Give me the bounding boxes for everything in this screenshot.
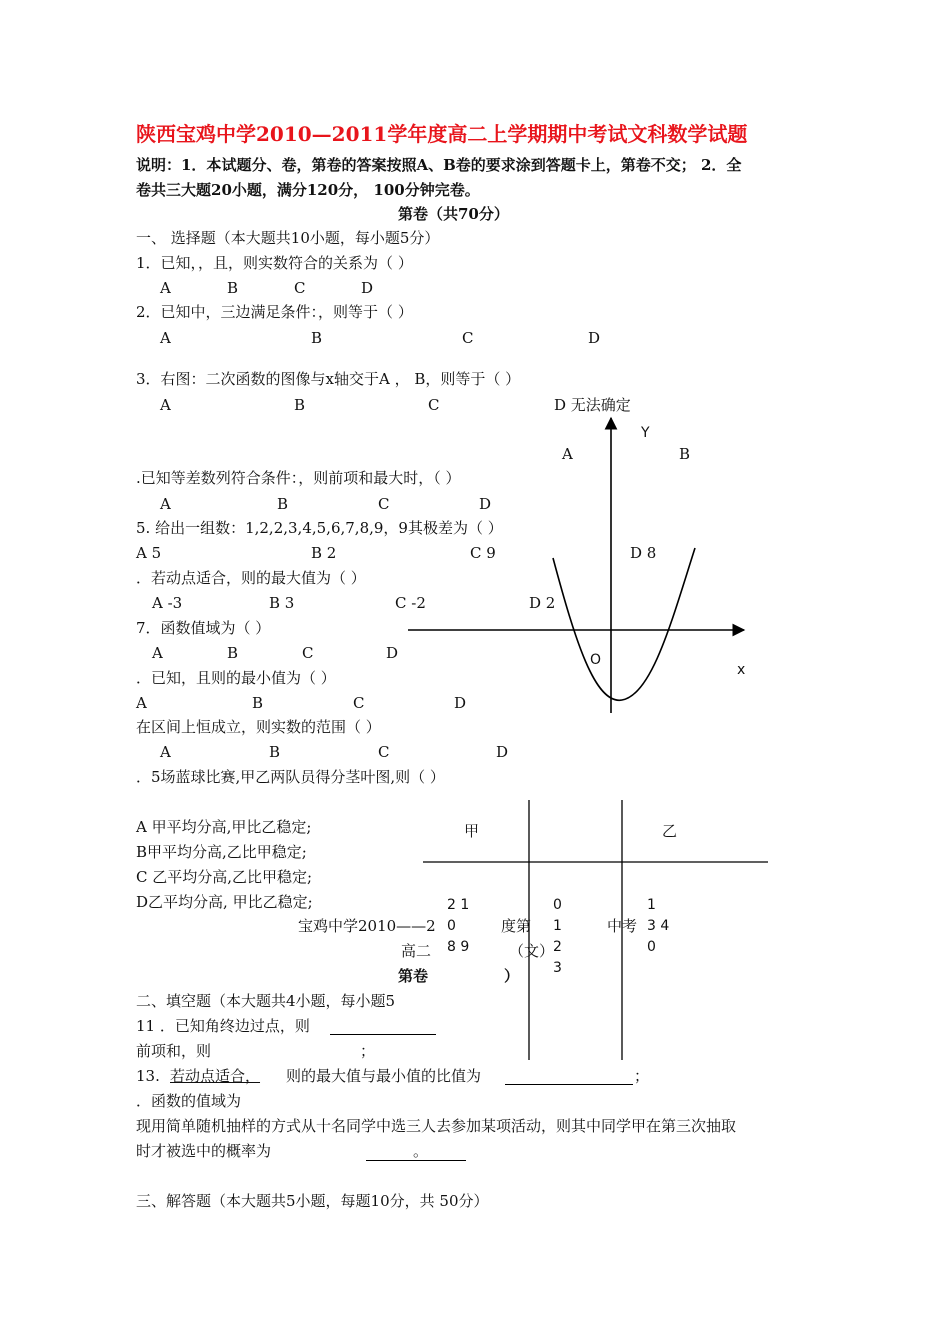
question-7-option-d: D (386, 644, 399, 662)
question-15-line-2: 时才被选中的概率为 (136, 1142, 272, 1160)
fill-section-heading: 二、填空题（本大题共4小题，每小题5 (136, 992, 396, 1010)
question-10-stem: ．5场蓝球比赛,甲乙两队员得分茎叶图,则（ ） (136, 768, 445, 786)
question-13-end: ； (634, 1067, 650, 1085)
question-2-option-c: C (462, 329, 474, 347)
question-4-option-d: D (479, 495, 492, 513)
question-13-number: 13. (136, 1067, 160, 1085)
question-15-blank (366, 1160, 466, 1161)
question-8-option-a: A (136, 694, 147, 712)
instructions-line-2: 卷共三大题20小题，满分120分， 100分钟完卷。 (136, 181, 480, 199)
question-12-tail: ； (360, 1042, 376, 1060)
stem-leaf-left-header: 甲 (464, 822, 480, 840)
question-15-end: 。 (413, 1142, 429, 1160)
question-7-option-a: A (152, 644, 163, 662)
parabola-point-b: B (679, 445, 691, 463)
stem-leaf-left-leaf-row-1: 2 1 (447, 897, 470, 913)
section-2-heading-tail: ） (504, 967, 520, 985)
question-7-option-b: B (227, 644, 239, 662)
question-12-stem: 前项和，则 (136, 1042, 212, 1060)
question-3-option-c: C (428, 396, 440, 414)
question-4-option-b: B (277, 495, 289, 513)
question-5-stem: 5. 给出一组数：1,2,2,3,4,5,6,7,8,9，9其极差为（ ） (136, 519, 503, 537)
question-5-option-a: A 5 (136, 544, 162, 562)
question-1-stem: 1．已知，，且，则实数符合的关系为（ ） (136, 254, 413, 272)
page2-school-line: 宝鸡中学2010——2 (298, 917, 436, 935)
question-15-line-1: 现用简单随机抽样的方式从十名同学中选三人去参加某项活动，则其中同学甲在第三次抽取 (136, 1117, 737, 1135)
question-11-stem: 11 ．已知角终边过点，则 (136, 1017, 310, 1035)
question-7-stem: 7．函数值域为（ ） (136, 619, 271, 637)
question-10-option-d: D乙平均分高, 甲比乙稳定; (136, 893, 313, 911)
stem-leaf-stem-row-1: 0 (553, 897, 562, 913)
question-8-option-c: C (353, 694, 365, 712)
question-3-option-d: D 无法确定 (554, 396, 631, 414)
stem-leaf-right-leaf-row-3: 0 (647, 939, 656, 955)
question-8-option-d: D (454, 694, 467, 712)
question-1-option-c: C (294, 279, 306, 297)
question-1-option-d: D (361, 279, 374, 297)
question-2-option-a: A (160, 329, 171, 347)
question-9-stem: 在区间上恒成立，则实数的范围（ ） (136, 718, 381, 736)
stem-leaf-left-leaf-row-3: 8 9 (447, 939, 470, 955)
question-13-blank (505, 1084, 633, 1085)
parabola-curve (553, 548, 695, 700)
page2-grade-fragment: 高二 (401, 942, 432, 960)
question-2-option-d: D (588, 329, 601, 347)
parabola-point-a: A (562, 445, 573, 463)
question-1-option-a: A (160, 279, 171, 297)
stem-leaf-stem-row-2: 1 (553, 918, 562, 934)
question-2-option-b: B (311, 329, 323, 347)
question-8-option-b: B (252, 694, 264, 712)
question-9-option-b: B (269, 743, 281, 761)
page2-exam-fragment: 中考 (607, 917, 638, 935)
question-5-option-d: D 8 (630, 544, 657, 562)
question-6-option-a: A -3 (152, 594, 183, 612)
stem-leaf-stem-row-4: 3 (553, 960, 562, 976)
question-5-option-b: B 2 (311, 544, 337, 562)
question-13-stem: 则的最大值与最小值的比值为 (286, 1067, 482, 1085)
question-2-stem: 2．已知中，三边满足条件：，则等于（ ） (136, 303, 413, 321)
choice-section-heading: 一、 选择题（本大题共10小题，每小题5分） (136, 229, 440, 247)
question-6-option-b: B 3 (269, 594, 295, 612)
parabola-origin-label: O (590, 652, 602, 668)
question-8-stem: ．已知，且则的最小值为（ ） (136, 669, 336, 687)
answer-section-heading: 三、解答题（本大题共5小题，每题10分，共 50分） (136, 1192, 489, 1210)
question-4-stem: .已知等差数列符合条件：，则前项和最大时，（ ） (136, 469, 461, 487)
stem-leaf-right-leaf-row-2: 3 4 (647, 918, 670, 934)
page2-year-fragment: 度第 (501, 917, 532, 935)
question-4-option-c: C (378, 495, 390, 513)
question-10-option-b: B甲平均分高,乙比甲稳定; (136, 843, 307, 861)
stem-leaf-stem-row-3: 2 (553, 939, 562, 955)
question-6-option-d: D 2 (529, 594, 556, 612)
question-11-blank (330, 1034, 436, 1035)
page-title: 陕西宝鸡中学2010—2011学年度高二上学期期中考试文科数学试题 (136, 122, 748, 146)
question-3-stem: 3．右图：二次函数的图像与x轴交于A ， B，则等于（ ） (136, 370, 521, 388)
question-3-option-b: B (294, 396, 306, 414)
page2-wen-fragment: （文） (509, 942, 555, 960)
question-10-option-c: C 乙平均分高,乙比甲稳定; (136, 868, 313, 886)
section-2-heading: 第卷 (398, 967, 429, 985)
stem-leaf-left-leaf-row-2: 0 (447, 918, 456, 934)
question-9-option-c: C (378, 743, 390, 761)
parabola-y-label: Y (641, 425, 650, 441)
stem-leaf-right-header: 乙 (662, 822, 678, 840)
question-1-option-b: B (227, 279, 239, 297)
question-4-option-a: A (160, 495, 171, 513)
question-10-option-a: A 甲平均分高,甲比乙稳定; (136, 818, 312, 836)
question-9-option-d: D (496, 743, 509, 761)
question-13-condition: 若动点适合， (170, 1067, 261, 1085)
section-1-heading: 第卷（共70分） (398, 205, 509, 223)
question-14-stem: ．函数的值域为 (136, 1092, 242, 1110)
parabola-x-label: x (737, 662, 746, 678)
question-6-option-c: C -2 (395, 594, 426, 612)
question-3-option-a: A (160, 396, 171, 414)
stem-leaf-right-leaf-row-1: 1 (647, 897, 656, 913)
instructions-line-1: 说明：1．本试题分、卷，第卷的答案按照A、B卷的要求涂到答题卡上，第卷不交； 2．全 (136, 156, 742, 174)
question-9-option-a: A (160, 743, 171, 761)
question-5-option-c: C 9 (470, 544, 496, 562)
question-7-option-c: C (302, 644, 314, 662)
question-6-stem: ．若动点适合，则的最大值为（ ） (136, 569, 366, 587)
